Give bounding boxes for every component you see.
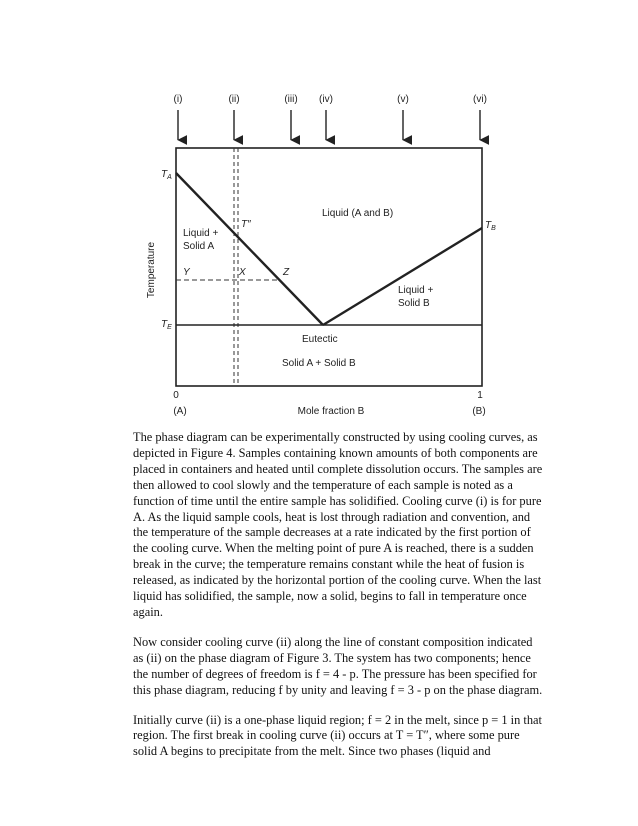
point-x-label: X	[239, 267, 246, 278]
point-z-label: Z	[283, 267, 290, 278]
point-y-label: Y	[183, 267, 190, 278]
x-tick-1: 1	[477, 390, 483, 401]
x-tick-0: 0	[173, 390, 179, 401]
curve-label-v: (v)	[397, 94, 409, 105]
x-axis-label: Mole fraction B	[297, 406, 365, 417]
liquidus-b	[323, 228, 482, 325]
curve-label-iv: (iv)	[319, 94, 333, 105]
component-b-label: (B)	[472, 406, 486, 417]
eutectic-label: Eutectic	[302, 334, 338, 345]
ta-label: $T_A$	[161, 169, 172, 181]
diagram-frame	[176, 148, 482, 386]
component-a-label: (A)	[173, 406, 187, 417]
region-liquid-solid-b-line1: Liquid +	[398, 285, 434, 296]
te-label: $T_E$	[161, 319, 172, 331]
tb-label: $T_B$	[485, 220, 496, 232]
curve-label-ii: (ii)	[228, 94, 240, 105]
curve-label-vi: (vi)	[473, 94, 487, 105]
paragraph-one-phase: Initially curve (ii) is a one-phase liquid region; f = 2 in the melt, since p = 1 in that region. The first break in cooling curve (ii) occurs at T = T″, where some pure solid A begins to precipitate from the melt. Since two phases (liquid and	[133, 712, 542, 759]
region-solids-label: Solid A + Solid B	[282, 358, 356, 369]
t-double-prime-label: T″	[241, 219, 251, 230]
paragraph-cooling-curves: The phase diagram can be experimentally constructed by using cooling curves, as depicted in Figure 4. Samples containing known amounts of both components are placed in containers and heated until complete dissolution occurs. The samples are then allowed to cool slowly and the temperature of each sample is noted as a function of time until the entire sample has solidified. Cooling curve (i) is for pure A. As the liquid sample cools, heat is lost through radiation and convention, and the temperature of the sample decreases at a rate indicated by the first portion of the cooling curve. When the melting point of pure A is reached, there is a sudden break in the curve; the temperature remains constant while the heat of fusion is released, as indicated by the horizontal portion of the cooling curve. When the last liquid has solidified, the sample, now a solid, begins to fall in temperature once again.	[133, 430, 543, 619]
y-axis-label: Temperature	[146, 241, 157, 299]
body-text	[133, 430, 545, 774]
region-liquid-solid-b-line2: Solid B	[398, 298, 430, 309]
paragraph-curve-ii: Now consider cooling curve (ii) along the line of constant composition indicated as (ii) on the phase diagram of Figure 3. The system has two components; hence the number of degrees of freedom is f = 4 - p. The pressure has been specified for this phase diagram, reducing f by unity and leaving f = 3 - p on the phase diagram.	[133, 634, 543, 697]
region-liquid-solid-a-line1: Liquid +	[183, 228, 219, 239]
region-liquid-solid-a-line2: Solid A	[183, 241, 215, 252]
curve-label-iii: (iii)	[284, 94, 298, 105]
curve-label-i: (i)	[173, 94, 183, 105]
region-liquid-label: Liquid (A and B)	[322, 208, 394, 219]
